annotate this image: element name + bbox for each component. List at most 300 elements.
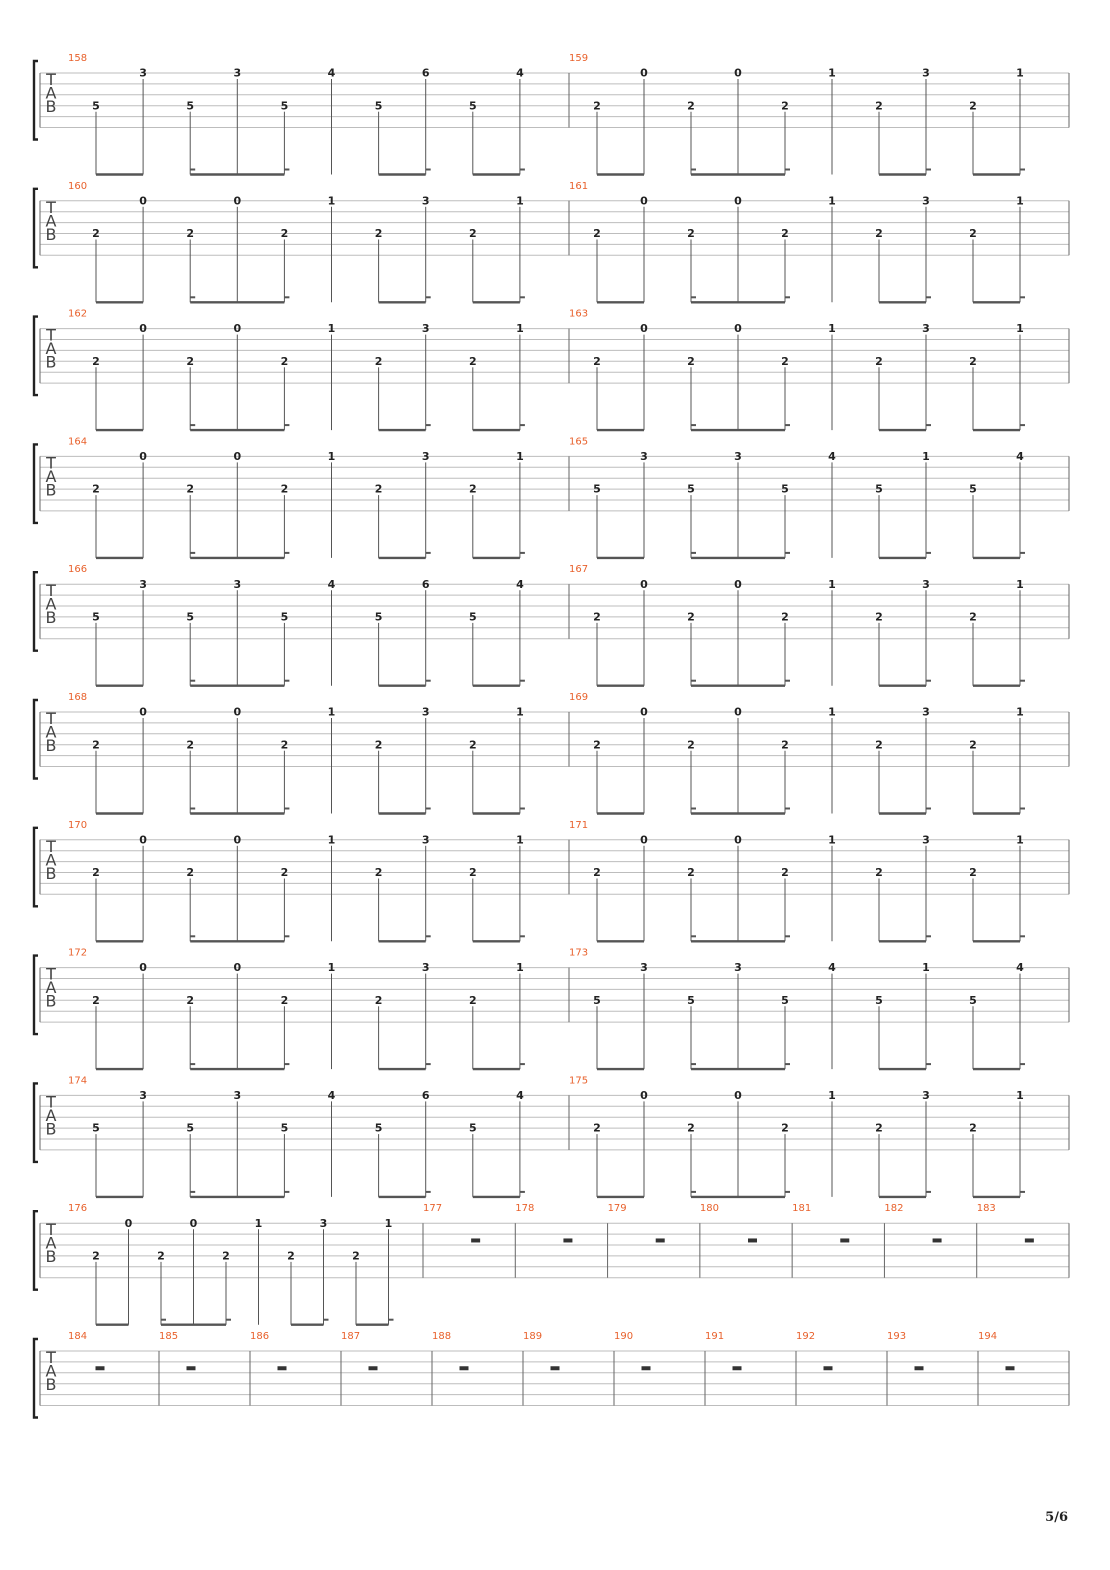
rest-mark bbox=[824, 1366, 833, 1370]
measure-number: 188 bbox=[432, 1331, 452, 1342]
rest-mark bbox=[551, 1366, 560, 1370]
fret-number: 3 bbox=[233, 577, 242, 591]
sixteenth-flag bbox=[426, 169, 431, 171]
rest-mark bbox=[656, 1238, 665, 1242]
tab-clef-letter: B bbox=[45, 352, 57, 372]
tab-clef-letter: T bbox=[46, 1348, 56, 1367]
measure-number: 192 bbox=[796, 1331, 816, 1342]
sixteenth-flag bbox=[785, 808, 790, 810]
rest-mark bbox=[369, 1366, 378, 1370]
sixteenth-flag bbox=[926, 808, 931, 810]
fret-number: 5 bbox=[969, 482, 977, 496]
fret-number: 2 bbox=[969, 866, 977, 880]
fret-number: 0 bbox=[139, 450, 147, 463]
sixteenth-flag bbox=[691, 680, 696, 682]
sixteenth-flag bbox=[691, 296, 696, 298]
rest-mark bbox=[1025, 1238, 1034, 1242]
rest-mark bbox=[840, 1238, 849, 1242]
tab-clef-letter: A bbox=[45, 211, 57, 231]
fret-number: 2 bbox=[186, 738, 195, 752]
fret-number: 1 bbox=[922, 961, 930, 975]
tab-clef-letter: T bbox=[46, 836, 56, 856]
sixteenth-flag bbox=[190, 935, 195, 937]
fret-number: 2 bbox=[374, 993, 383, 1007]
system-bracket bbox=[34, 61, 38, 140]
fret-number: 5 bbox=[468, 1121, 477, 1135]
fret-number: 1 bbox=[1016, 194, 1024, 208]
measure-number: 175 bbox=[569, 1075, 589, 1087]
tab-clef-letter: A bbox=[45, 339, 57, 359]
sixteenth-flag bbox=[324, 1319, 329, 1321]
rest-mark bbox=[642, 1366, 651, 1370]
fret-number: 2 bbox=[687, 738, 695, 752]
fret-number: 2 bbox=[468, 227, 477, 241]
fret-number: 2 bbox=[92, 866, 100, 880]
measure-number: 183 bbox=[976, 1203, 996, 1215]
fret-number: 2 bbox=[875, 738, 883, 752]
system-bracket bbox=[34, 956, 38, 1035]
fret-number: 3 bbox=[922, 577, 930, 591]
system-bracket bbox=[34, 189, 38, 267]
sixteenth-flag bbox=[1020, 424, 1025, 426]
measure-number: 167 bbox=[569, 564, 589, 576]
fret-number: 0 bbox=[734, 194, 742, 208]
measure-number: 160 bbox=[68, 180, 88, 192]
tab-clef-letter: B bbox=[45, 991, 57, 1011]
fret-number: 4 bbox=[327, 577, 336, 591]
fret-number: 3 bbox=[139, 1089, 147, 1102]
fret-number: 0 bbox=[233, 833, 242, 847]
fret-number: 3 bbox=[233, 66, 242, 80]
measure-number: 194 bbox=[978, 1331, 998, 1342]
fret-number: 2 bbox=[280, 227, 289, 241]
fret-number: 1 bbox=[384, 1216, 393, 1230]
fret-number: 2 bbox=[280, 738, 289, 752]
fret-number: 2 bbox=[92, 738, 100, 752]
fret-number: 0 bbox=[139, 322, 147, 336]
sixteenth-flag bbox=[284, 1191, 289, 1193]
fret-number: 6 bbox=[421, 66, 430, 80]
fret-number: 1 bbox=[1016, 66, 1024, 80]
fret-number: 5 bbox=[687, 993, 695, 1007]
fret-number: 4 bbox=[828, 961, 836, 975]
sixteenth-flag bbox=[926, 552, 931, 554]
fret-number: 5 bbox=[92, 99, 100, 113]
sixteenth-flag bbox=[284, 1063, 289, 1065]
fret-number: 2 bbox=[969, 738, 977, 752]
sixteenth-flag bbox=[190, 169, 195, 171]
sixteenth-flag bbox=[691, 1191, 696, 1193]
sixteenth-flag bbox=[190, 552, 195, 554]
sixteenth-flag bbox=[785, 680, 790, 682]
sixteenth-flag bbox=[426, 552, 431, 554]
sixteenth-flag bbox=[426, 1191, 431, 1193]
page-number: 5/6 bbox=[1045, 1510, 1068, 1525]
fret-number: 2 bbox=[92, 482, 100, 496]
fret-number: 0 bbox=[640, 322, 648, 336]
fret-number: 3 bbox=[640, 450, 648, 463]
sixteenth-flag bbox=[785, 552, 790, 554]
sixteenth-flag bbox=[520, 808, 525, 810]
fret-number: 2 bbox=[781, 1121, 789, 1135]
fret-number: 2 bbox=[374, 354, 383, 368]
fret-number: 1 bbox=[1016, 1089, 1024, 1102]
sixteenth-flag bbox=[226, 1319, 231, 1321]
tab-clef-letter: B bbox=[45, 1375, 57, 1394]
tab-clef-letter: A bbox=[45, 466, 57, 486]
fret-number: 2 bbox=[92, 227, 100, 241]
fret-number: 2 bbox=[969, 354, 977, 368]
fret-number: 1 bbox=[828, 833, 836, 847]
fret-number: 2 bbox=[186, 227, 195, 241]
fret-number: 3 bbox=[421, 194, 430, 208]
fret-number: 0 bbox=[139, 833, 147, 847]
fret-number: 1 bbox=[828, 1089, 836, 1102]
fret-number: 1 bbox=[1016, 833, 1024, 847]
sixteenth-flag bbox=[691, 935, 696, 937]
sixteenth-flag bbox=[926, 296, 931, 298]
fret-number: 2 bbox=[593, 738, 601, 752]
measure-number: 176 bbox=[68, 1203, 88, 1215]
fret-number: 3 bbox=[922, 705, 930, 719]
sixteenth-flag bbox=[1020, 552, 1025, 554]
sixteenth-flag bbox=[926, 1063, 931, 1065]
fret-number: 2 bbox=[875, 610, 883, 624]
fret-number: 2 bbox=[468, 738, 477, 752]
fret-number: 2 bbox=[468, 866, 477, 880]
fret-number: 1 bbox=[828, 66, 836, 80]
fret-number: 5 bbox=[468, 99, 477, 113]
tab-clef-letter: T bbox=[46, 325, 56, 345]
rest-mark bbox=[460, 1366, 469, 1370]
tab-clef-letter: A bbox=[45, 1105, 57, 1125]
fret-number: 0 bbox=[734, 705, 742, 719]
sixteenth-flag bbox=[691, 552, 696, 554]
sixteenth-flag bbox=[520, 1063, 525, 1065]
sixteenth-flag bbox=[926, 935, 931, 937]
fret-number: 2 bbox=[687, 227, 695, 241]
fret-number: 5 bbox=[468, 610, 477, 624]
tab-clef-letter: B bbox=[45, 480, 57, 500]
sixteenth-flag bbox=[426, 424, 431, 426]
tab-clef-letter: B bbox=[45, 1247, 57, 1267]
sixteenth-flag bbox=[926, 1191, 931, 1193]
measure-number: 169 bbox=[569, 692, 589, 703]
rest-mark bbox=[933, 1238, 942, 1242]
fret-number: 0 bbox=[734, 322, 742, 336]
sixteenth-flag bbox=[190, 1063, 195, 1065]
fret-number: 2 bbox=[875, 354, 883, 368]
fret-number: 5 bbox=[186, 610, 195, 624]
sixteenth-flag bbox=[785, 935, 790, 937]
fret-number: 2 bbox=[969, 99, 977, 113]
system-bracket bbox=[34, 828, 38, 907]
fret-number: 0 bbox=[640, 194, 648, 208]
sixteenth-flag bbox=[284, 296, 289, 298]
fret-number: 2 bbox=[92, 993, 100, 1007]
rest-mark bbox=[278, 1366, 287, 1370]
fret-number: 2 bbox=[593, 866, 601, 880]
system-bracket bbox=[34, 572, 38, 651]
fret-number: 2 bbox=[374, 227, 383, 241]
tab-clef-letter: B bbox=[45, 1119, 57, 1139]
fret-number: 5 bbox=[92, 1121, 100, 1135]
fret-number: 0 bbox=[124, 1216, 133, 1230]
tab-clef-letter: T bbox=[46, 1092, 56, 1112]
tab-clef-letter: B bbox=[45, 863, 57, 883]
fret-number: 3 bbox=[734, 450, 742, 463]
fret-number: 0 bbox=[189, 1216, 198, 1230]
fret-number: 4 bbox=[327, 1089, 336, 1102]
fret-number: 1 bbox=[327, 833, 336, 847]
measure-number: 182 bbox=[884, 1203, 904, 1215]
fret-number: 1 bbox=[516, 194, 524, 208]
fret-number: 5 bbox=[593, 993, 601, 1007]
fret-number: 3 bbox=[922, 1089, 930, 1102]
sixteenth-flag bbox=[520, 552, 525, 554]
measure-number: 187 bbox=[341, 1331, 361, 1342]
fret-number: 2 bbox=[374, 866, 383, 880]
fret-number: 3 bbox=[734, 961, 742, 975]
fret-number: 1 bbox=[828, 194, 836, 208]
fret-number: 4 bbox=[516, 66, 524, 80]
measure-number: 191 bbox=[705, 1331, 725, 1342]
fret-number: 2 bbox=[875, 99, 883, 113]
fret-number: 1 bbox=[327, 450, 336, 463]
fret-number: 0 bbox=[640, 577, 648, 591]
fret-number: 2 bbox=[875, 866, 883, 880]
fret-number: 2 bbox=[781, 227, 789, 241]
fret-number: 2 bbox=[352, 1249, 360, 1263]
fret-number: 2 bbox=[280, 866, 289, 880]
fret-number: 2 bbox=[687, 866, 695, 880]
measure-number: 189 bbox=[523, 1331, 543, 1342]
tab-clef-letter: A bbox=[45, 978, 57, 998]
fret-number: 5 bbox=[186, 99, 195, 113]
fret-number: 3 bbox=[421, 833, 430, 847]
fret-number: 4 bbox=[828, 450, 836, 463]
fret-number: 3 bbox=[421, 961, 430, 975]
sixteenth-flag bbox=[520, 169, 525, 171]
system-bracket bbox=[34, 317, 38, 396]
fret-number: 0 bbox=[734, 833, 742, 847]
fret-number: 2 bbox=[593, 99, 601, 113]
sixteenth-flag bbox=[284, 552, 289, 554]
tab-clef-letter: T bbox=[46, 581, 56, 601]
system-bracket bbox=[34, 1339, 38, 1418]
sixteenth-flag bbox=[785, 424, 790, 426]
measure-number: 190 bbox=[614, 1331, 634, 1342]
fret-number: 1 bbox=[828, 705, 836, 719]
measure-number: 180 bbox=[699, 1203, 719, 1215]
measure-number: 177 bbox=[423, 1203, 443, 1215]
sixteenth-flag bbox=[284, 169, 289, 171]
fret-number: 2 bbox=[969, 610, 977, 624]
tab-clef-letter: T bbox=[46, 1220, 56, 1240]
fret-number: 1 bbox=[1016, 322, 1024, 336]
fret-number: 2 bbox=[781, 354, 789, 368]
fret-number: 0 bbox=[640, 1089, 648, 1102]
sixteenth-flag bbox=[1020, 169, 1025, 171]
measure-number: 174 bbox=[68, 1075, 88, 1087]
fret-number: 5 bbox=[687, 482, 695, 496]
fret-number: 3 bbox=[421, 705, 430, 719]
fret-number: 1 bbox=[828, 322, 836, 336]
fret-number: 2 bbox=[186, 482, 195, 496]
fret-number: 3 bbox=[922, 66, 930, 80]
sixteenth-flag bbox=[190, 680, 195, 682]
fret-number: 5 bbox=[374, 1121, 383, 1135]
fret-number: 1 bbox=[516, 961, 524, 975]
system-bracket bbox=[34, 1083, 38, 1162]
fret-number: 5 bbox=[280, 610, 289, 624]
measure-number: 161 bbox=[569, 180, 589, 192]
fret-number: 0 bbox=[233, 450, 242, 463]
fret-number: 5 bbox=[593, 482, 601, 496]
sixteenth-flag bbox=[691, 424, 696, 426]
fret-number: 4 bbox=[327, 66, 336, 80]
sixteenth-flag bbox=[520, 680, 525, 682]
sixteenth-flag bbox=[426, 935, 431, 937]
fret-number: 1 bbox=[327, 194, 336, 208]
tab-clef-letter: A bbox=[45, 722, 57, 742]
fret-number: 5 bbox=[280, 99, 289, 113]
fret-number: 2 bbox=[687, 610, 695, 624]
sixteenth-flag bbox=[1020, 296, 1025, 298]
fret-number: 5 bbox=[374, 99, 383, 113]
fret-number: 2 bbox=[468, 354, 477, 368]
fret-number: 2 bbox=[781, 610, 789, 624]
fret-number: 3 bbox=[922, 194, 930, 208]
sixteenth-flag bbox=[161, 1319, 166, 1321]
fret-number: 0 bbox=[233, 705, 242, 719]
rest-mark bbox=[96, 1366, 105, 1370]
tab-clef-letter: T bbox=[46, 964, 56, 984]
fret-number: 2 bbox=[875, 1121, 883, 1135]
measure-number: 165 bbox=[569, 436, 589, 448]
fret-number: 2 bbox=[875, 227, 883, 241]
rest-mark bbox=[563, 1238, 572, 1242]
fret-number: 3 bbox=[922, 322, 930, 336]
fret-number: 1 bbox=[516, 833, 524, 847]
rest-mark bbox=[187, 1366, 196, 1370]
fret-number: 2 bbox=[593, 227, 601, 241]
fret-number: 3 bbox=[319, 1216, 328, 1230]
fret-number: 2 bbox=[593, 354, 601, 368]
tab-clef-letter: A bbox=[45, 1233, 57, 1253]
fret-number: 0 bbox=[233, 194, 242, 208]
rest-mark bbox=[471, 1238, 480, 1242]
measure-number: 163 bbox=[569, 308, 589, 320]
fret-number: 2 bbox=[374, 738, 383, 752]
sixteenth-flag bbox=[284, 680, 289, 682]
fret-number: 1 bbox=[516, 322, 524, 336]
system-bracket bbox=[34, 1211, 38, 1290]
tab-clef-letter: A bbox=[45, 1361, 57, 1381]
fret-number: 2 bbox=[374, 482, 383, 496]
measure-number: 162 bbox=[68, 308, 88, 320]
fret-number: 2 bbox=[969, 1121, 977, 1135]
sixteenth-flag bbox=[284, 935, 289, 937]
fret-number: 3 bbox=[139, 577, 147, 591]
fret-number: 1 bbox=[327, 705, 336, 719]
fret-number: 1 bbox=[516, 705, 524, 719]
fret-number: 0 bbox=[139, 961, 147, 975]
sixteenth-flag bbox=[520, 935, 525, 937]
fret-number: 5 bbox=[781, 482, 789, 496]
measure-number: 181 bbox=[792, 1203, 812, 1215]
fret-number: 0 bbox=[139, 194, 147, 208]
fret-number: 6 bbox=[421, 1089, 430, 1102]
fret-number: 5 bbox=[875, 482, 883, 496]
sixteenth-flag bbox=[284, 808, 289, 810]
fret-number: 2 bbox=[468, 482, 477, 496]
fret-number: 3 bbox=[640, 961, 648, 975]
tab-clef-letter: B bbox=[45, 224, 57, 244]
measure-number: 159 bbox=[569, 53, 589, 64]
sixteenth-flag bbox=[691, 808, 696, 810]
measure-number: 179 bbox=[607, 1203, 627, 1215]
measure-number: 185 bbox=[159, 1331, 179, 1342]
tab-clef-letter: T bbox=[46, 453, 56, 473]
system-bracket bbox=[34, 444, 38, 523]
fret-number: 2 bbox=[280, 482, 289, 496]
sixteenth-flag bbox=[691, 169, 696, 171]
sixteenth-flag bbox=[1020, 935, 1025, 937]
fret-number: 2 bbox=[280, 354, 289, 368]
sixteenth-flag bbox=[520, 296, 525, 298]
fret-number: 5 bbox=[969, 993, 977, 1007]
fret-number: 1 bbox=[327, 322, 336, 336]
fret-number: 0 bbox=[640, 833, 648, 847]
fret-number: 2 bbox=[92, 354, 100, 368]
fret-number: 2 bbox=[280, 993, 289, 1007]
fret-number: 6 bbox=[421, 577, 430, 591]
measure-number: 193 bbox=[887, 1331, 907, 1342]
fret-number: 4 bbox=[1016, 961, 1024, 975]
fret-number: 2 bbox=[781, 738, 789, 752]
fret-number: 2 bbox=[969, 227, 977, 241]
fret-number: 0 bbox=[734, 66, 742, 80]
fret-number: 1 bbox=[1016, 705, 1024, 719]
sixteenth-flag bbox=[389, 1319, 394, 1321]
fret-number: 4 bbox=[1016, 450, 1024, 463]
fret-number: 2 bbox=[593, 1121, 601, 1135]
measure-number: 168 bbox=[68, 692, 88, 703]
rest-mark bbox=[748, 1238, 757, 1242]
sixteenth-flag bbox=[190, 808, 195, 810]
sixteenth-flag bbox=[426, 1063, 431, 1065]
fret-number: 2 bbox=[781, 99, 789, 113]
measure-number: 186 bbox=[250, 1331, 270, 1342]
fret-number: 2 bbox=[186, 866, 195, 880]
sixteenth-flag bbox=[926, 424, 931, 426]
fret-number: 0 bbox=[640, 66, 648, 80]
fret-number: 2 bbox=[186, 354, 195, 368]
tab-clef-letter: A bbox=[45, 83, 57, 103]
fret-number: 5 bbox=[186, 1121, 195, 1135]
fret-number: 3 bbox=[421, 322, 430, 336]
fret-number: 2 bbox=[157, 1249, 165, 1263]
fret-number: 2 bbox=[222, 1249, 230, 1263]
fret-number: 1 bbox=[254, 1216, 263, 1230]
fret-number: 2 bbox=[186, 993, 195, 1007]
measure-number: 178 bbox=[515, 1203, 535, 1215]
measure-number: 164 bbox=[68, 436, 88, 448]
fret-number: 2 bbox=[687, 354, 695, 368]
tab-clef-letter: B bbox=[45, 608, 57, 628]
fret-number: 2 bbox=[593, 610, 601, 624]
